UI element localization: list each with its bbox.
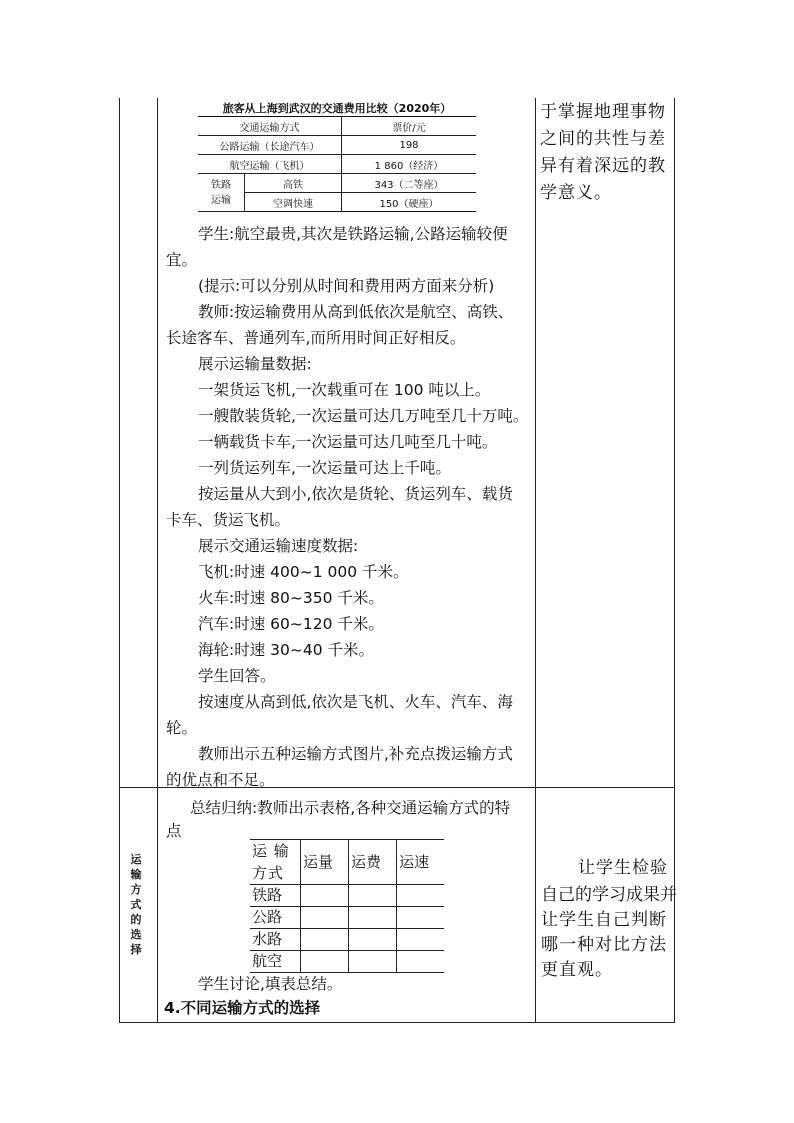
feature-cell[interactable] <box>349 885 397 907</box>
text-line: 学生:航空最贵,其次是铁路运输,公路运输较便 <box>198 225 508 243</box>
text-line: 的优点和不足。 <box>166 771 275 789</box>
feature-cell[interactable] <box>349 951 397 973</box>
right-note-line: 更直观。 <box>541 960 613 980</box>
text-line: 火车:时速 80~350 千米。 <box>198 589 384 607</box>
table-left-border <box>119 98 120 1023</box>
text-line: 汽车:时速 60~120 千米。 <box>198 615 384 633</box>
after-table-text: 学生讨论,填表总结。 <box>198 975 343 993</box>
text-line: 轮。 <box>166 719 198 737</box>
section-label-char: 运 <box>130 853 142 866</box>
right-note-line: 自己的学习成果并 <box>541 885 677 905</box>
feature-cell[interactable] <box>397 929 445 951</box>
fare-rail-group-label: 铁路运输 <box>211 179 231 206</box>
section-heading: 4.不同运输方式的选择 <box>164 999 321 1017</box>
feature-cell[interactable] <box>349 907 397 929</box>
feature-cell[interactable] <box>349 929 397 951</box>
text-line: 一辆载货卡车,一次运量可达几吨至几十吨。 <box>198 433 498 451</box>
table-bottom-border <box>119 1022 675 1023</box>
fare-table <box>198 116 476 212</box>
fare-row-price: 1 860（经济） <box>342 155 477 174</box>
feature-table <box>250 839 444 973</box>
col-divider-1 <box>157 98 158 1023</box>
fare-header-mode: 交通运输方式 <box>198 117 342 136</box>
text-line: 按速度从高到低,依次是飞机、火车、汽车、海 <box>198 693 513 711</box>
fare-row-mode: 航空运输（飞机） <box>198 155 342 174</box>
fare-row-mode: 公路运输（长途汽车） <box>198 136 342 155</box>
text-line: 宜。 <box>166 251 198 269</box>
right-note-line: 于掌握地理事物 <box>540 102 666 122</box>
text-line: 教师出示五种运输方式图片,补充点拨运输方式 <box>198 745 513 763</box>
section-label-char: 选 <box>130 928 142 941</box>
feature-header-mode-label: 运 输 方式 <box>252 842 290 882</box>
feature-header-cost: 运费 <box>349 840 397 885</box>
section-label-vertical <box>122 852 150 957</box>
fare-row-price: 343（二等座） <box>342 174 477 193</box>
col-divider-2 <box>535 98 536 1023</box>
fare-table-title: 旅客从上海到武汉的交通费用比较（2020年） <box>222 102 452 115</box>
fare-row-mode: 空调快速 <box>245 193 342 212</box>
text-line: 飞机:时速 400~1 000 千米。 <box>198 563 409 581</box>
text-line: 卡车、货运飞机。 <box>166 511 291 529</box>
section-label-char: 的 <box>130 913 142 926</box>
right-note-line: 哪一种对比方法 <box>541 935 667 955</box>
text-line: 按运量从大到小,依次是货轮、货运列车、载货 <box>198 485 513 503</box>
text-line: 一艘散装货轮,一次运量可达几万吨至几十万吨。 <box>198 407 529 425</box>
right-note-line: 学意义。 <box>540 183 612 203</box>
feature-row-label: 公路 <box>250 907 301 929</box>
feature-row-label: 铁路 <box>250 885 301 907</box>
feature-header-volume: 运量 <box>301 840 349 885</box>
text-line: 展示交通运输速度数据: <box>198 537 359 555</box>
right-note-line: 让学生自己判断 <box>541 910 667 930</box>
text-line: 学生回答。 <box>198 667 276 685</box>
text-line: 教师:按运输费用从高到低依次是航空、高铁、 <box>198 303 514 321</box>
feature-cell[interactable] <box>301 951 349 973</box>
section-label-char: 方 <box>130 883 142 896</box>
section-label-char: 择 <box>130 943 142 956</box>
feature-header-speed: 运速 <box>397 840 445 885</box>
feature-cell[interactable] <box>301 929 349 951</box>
feature-cell[interactable] <box>397 907 445 929</box>
right-note-line: 之间的共性与差 <box>540 129 666 149</box>
feature-cell[interactable] <box>301 907 349 929</box>
summary-line: 总结归纳:教师出示表格,各种交通运输方式的特 <box>190 799 511 817</box>
fare-row-mode: 高铁 <box>245 174 342 193</box>
fare-header-price: 票价/元 <box>342 117 477 136</box>
right-note-line: 异有着深远的教 <box>540 156 666 176</box>
text-line: 海轮:时速 30~40 千米。 <box>198 641 375 659</box>
text-line: 长途客车、普通列车,而所用时间正好相反。 <box>166 329 466 347</box>
text-line: 展示运输量数据: <box>198 355 312 373</box>
fare-row-price: 150（硬座） <box>342 193 477 212</box>
feature-cell[interactable] <box>397 951 445 973</box>
right-note-line: 让学生检验 <box>578 858 668 878</box>
text-line: (提示:可以分别从时间和费用两方面来分析) <box>198 277 495 295</box>
feature-cell[interactable] <box>397 885 445 907</box>
fare-row-price: 198 <box>342 136 477 155</box>
feature-cell[interactable] <box>301 885 349 907</box>
text-line: 一列货运列车,一次运量可达上千吨。 <box>198 459 451 477</box>
section-label-char: 输 <box>130 868 142 881</box>
section-label-char: 式 <box>130 898 142 911</box>
fare-rail-group <box>198 174 245 212</box>
feature-row-label: 水路 <box>250 929 301 951</box>
feature-row-label: 航空 <box>250 951 301 973</box>
feature-header-mode <box>250 840 301 885</box>
summary-line: 点 <box>166 822 182 840</box>
text-line: 一架货运飞机,一次载重可在 100 吨以上。 <box>198 381 491 399</box>
